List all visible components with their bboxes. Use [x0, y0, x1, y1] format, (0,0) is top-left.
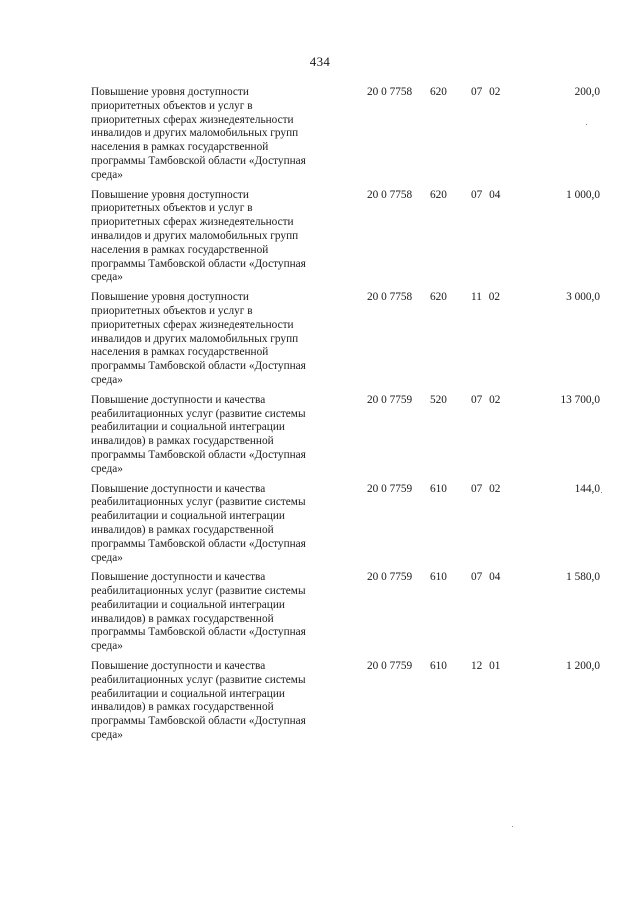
row-expense-type: 620	[430, 291, 447, 304]
row-amount: 1 580,0	[566, 571, 600, 584]
row-target-article: 20 0 7758	[367, 188, 413, 201]
row-amount: 1 000,0	[566, 188, 600, 201]
row-target-article: 20 0 7758	[367, 86, 413, 98]
row-expense-type: 610	[430, 660, 447, 673]
row-amount: 13 700,0	[560, 393, 600, 406]
row-section-code: 11 02	[471, 291, 500, 304]
row-amount: 3 000,0	[566, 291, 600, 304]
row-section-code: 12 01	[471, 660, 501, 673]
table-row	[91, 394, 600, 477]
row-amount: 144,0	[574, 482, 600, 495]
row-target-article: 20 0 7759	[367, 571, 413, 584]
scan-speck	[512, 826, 513, 827]
row-description: Повышение доступности и качества реабилитационных услуг (развитие системы реабилитации и социальной интеграции инвалидов) в рамках государственной программы Тамбовской области «Доступная среда»	[91, 660, 306, 742]
table-row	[91, 660, 600, 743]
row-expense-type: 610	[430, 482, 447, 495]
row-target-article: 20 0 7759	[367, 393, 413, 406]
scan-speck	[601, 492, 602, 493]
row-target-article: 20 0 7759	[367, 660, 413, 673]
row-description: Повышение доступности и качества реабилитационных услуг (развитие системы реабилитации и социальной интеграции инвалидов) в рамках государственной программы Тамбовской области «Доступная среда»	[91, 571, 306, 653]
row-description: Повышение уровня доступности приоритетных объектов и услуг в приоритетных сферах жизнедеятельности инвалидов и других маломобильных групп населения в рамках государственной программы Тамбовской области «Доступная среда»	[91, 86, 306, 181]
row-section-code: 07 04	[471, 571, 501, 584]
row-description: Повышение доступности и качества реабилитационных услуг (развитие системы реабилитации и социальной интеграции инвалидов) в рамках государственной программы Тамбовской области «Доступная среда»	[91, 393, 306, 475]
page-number: 434	[309, 54, 331, 69]
row-expense-type: 610	[430, 571, 447, 584]
table-row	[91, 571, 600, 654]
scan-speck	[586, 124, 587, 125]
table-row	[91, 189, 600, 286]
row-section-code: 07 02	[471, 86, 501, 98]
row-description: Повышение уровня доступности приоритетных объектов и услуг в приоритетных сферах жизнедеятельности инвалидов и других маломобильных групп населения в рамках государственной программы Тамбовской области «Доступная среда»	[91, 291, 306, 386]
row-amount: 200,0	[574, 86, 600, 98]
budget-table	[91, 86, 600, 749]
table-row	[91, 483, 600, 566]
row-expense-type: 620	[430, 188, 447, 201]
table-row	[91, 291, 600, 388]
table-row	[91, 86, 600, 183]
row-section-code: 07 04	[471, 188, 501, 201]
row-expense-type: 520	[430, 393, 447, 406]
row-target-article: 20 0 7759	[367, 482, 413, 495]
row-target-article: 20 0 7758	[367, 291, 413, 304]
row-section-code: 07 02	[471, 393, 501, 406]
row-description: Повышение доступности и качества реабилитационных услуг (развитие системы реабилитации и социальной интеграции инвалидов) в рамках государственной программы Тамбовской области «Доступная среда»	[91, 482, 306, 564]
row-amount: 1 200,0	[566, 660, 600, 673]
row-expense-type: 620	[430, 86, 447, 98]
row-description: Повышение уровня доступности приоритетных объектов и услуг в приоритетных сферах жизнедеятельности инвалидов и других маломобильных групп населения в рамках государственной программы Тамбовской области «Доступная среда»	[91, 188, 306, 284]
row-section-code: 07 02	[471, 482, 501, 495]
